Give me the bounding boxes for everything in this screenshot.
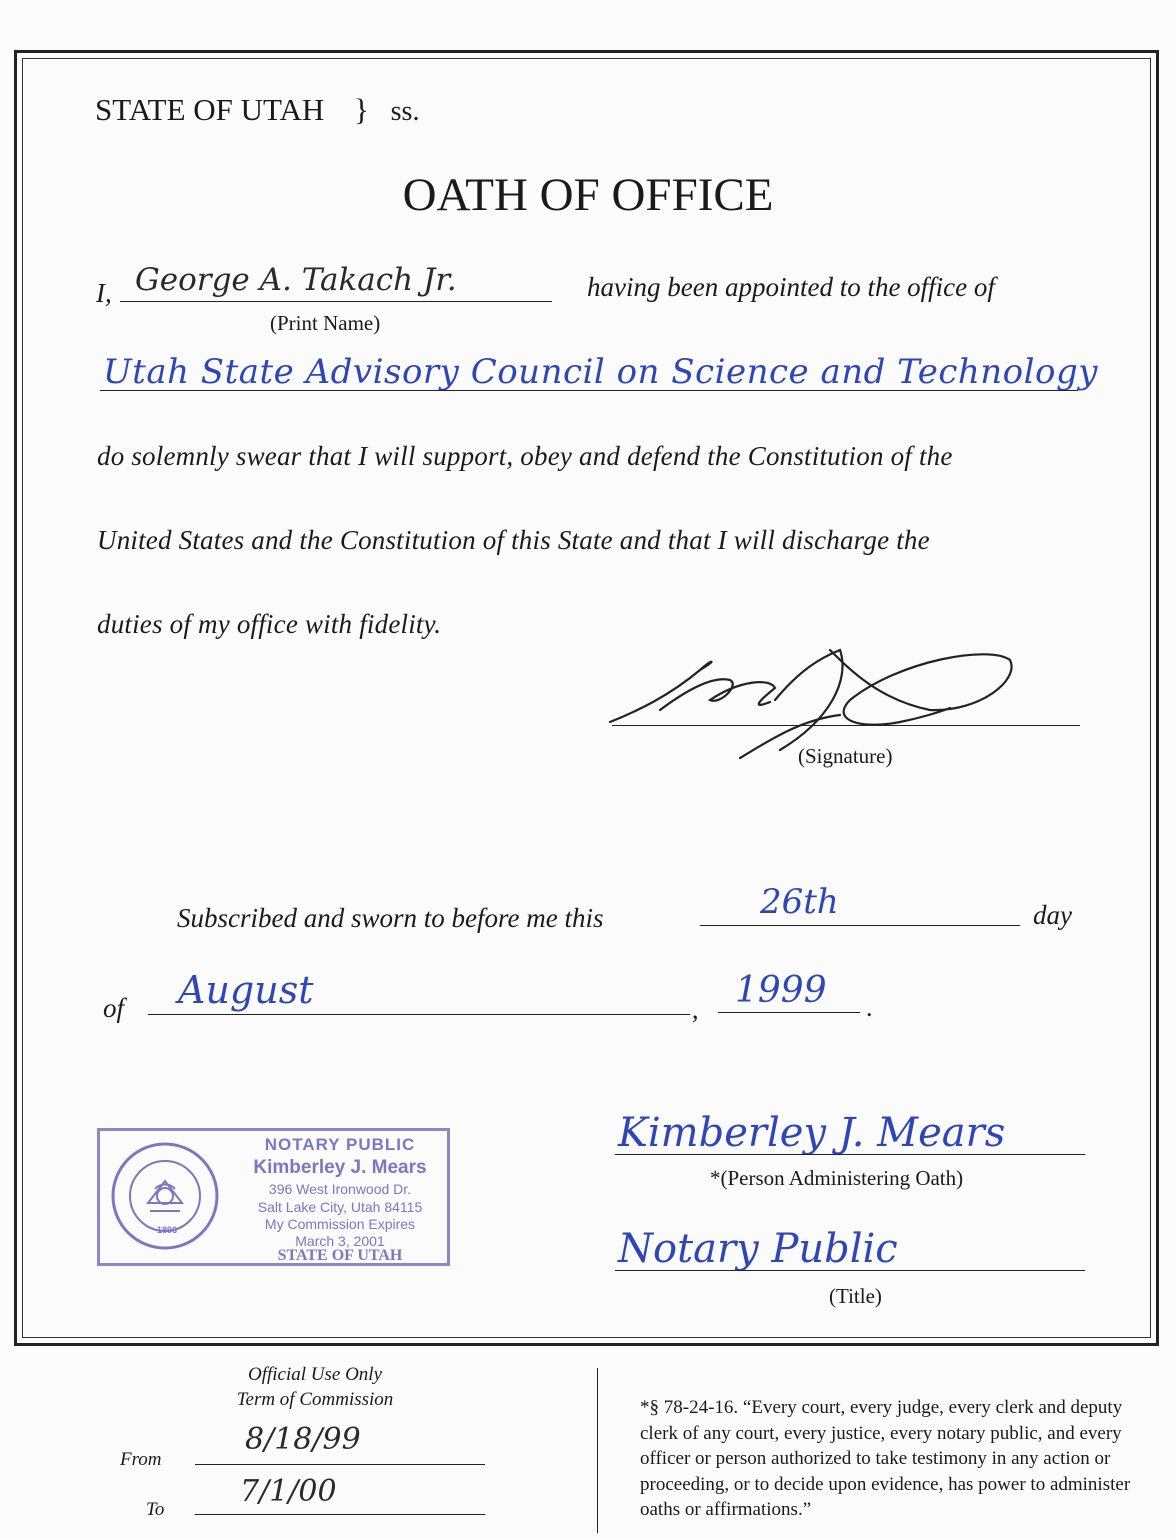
office-line (100, 390, 1078, 391)
state-header (95, 92, 419, 128)
print-name-label: (Print Name) (270, 311, 381, 335)
seal-year: 1896 (156, 1225, 178, 1235)
title-handwritten: Notary Public (618, 1226, 898, 1272)
signature-line (612, 725, 1080, 726)
stamp-line-4: Salt Lake City, Utah 84115 (257, 1199, 423, 1215)
from-handwritten: 8/18/99 (245, 1422, 361, 1457)
month-handwritten: August (178, 968, 314, 1012)
oath-line-3: duties of my office with fidelity. (97, 609, 442, 639)
to-handwritten: 7/1/00 (240, 1474, 337, 1509)
stamp-line-6: March 3, 2001 (295, 1233, 385, 1249)
administering-label: *(Person Administering Oath) (710, 1166, 964, 1190)
stamp-line-2: Kimberley J. Mears (253, 1157, 427, 1178)
day-label: day (1033, 900, 1072, 930)
of-label: of (103, 993, 125, 1023)
office-handwritten: Utah State Advisory Council on Science and Technology (103, 352, 1098, 392)
stamp-line-1: NOTARY PUBLIC (264, 1135, 416, 1154)
notary-stamp (97, 1128, 450, 1266)
name-line (120, 301, 552, 302)
statute-text: *§ 78-24-16. “Every court, every judge, every clerk and deputy clerk of any court, every justice, every notary public, and every officer or person authorized to take testimony in any action or proceeding, or to decide upon evidence, has power to administer oaths or affirmations.” (640, 1397, 1131, 1520)
title-line (615, 1270, 1085, 1271)
oath-line-2: United States and the Constitution of this State and that I will discharge the (97, 525, 930, 555)
comma: , (692, 995, 699, 1024)
signature-label: (Signature) (798, 744, 893, 768)
administering-line (615, 1154, 1085, 1155)
year-handwritten: 1999 (735, 970, 827, 1011)
oath-line-1: do solemnly swear that I will support, obey and defend the Constitution of the (97, 441, 953, 471)
period: . (866, 993, 873, 1022)
brace: } (354, 92, 369, 127)
month-line (148, 1014, 690, 1015)
from-line (195, 1464, 485, 1465)
i-label: I, (96, 278, 112, 308)
state-name: STATE OF UTAH (95, 92, 325, 127)
to-line (195, 1514, 485, 1515)
day-handwritten: 26th (760, 882, 839, 922)
stamp-line-7: STATE OF UTAH (277, 1247, 403, 1264)
day-line (700, 925, 1020, 926)
title-label: (Title) (829, 1284, 882, 1308)
to-label: To (146, 1499, 165, 1520)
stamp-line-5: My Commission Expires (264, 1216, 416, 1232)
official-use-heading: Official Use Only (247, 1364, 383, 1385)
appointed-text: having been appointed to the office of (587, 272, 995, 302)
year-line (718, 1012, 860, 1013)
from-label: From (120, 1449, 162, 1470)
footer-divider (597, 1368, 598, 1533)
ss-label: ss. (390, 96, 420, 127)
sworn-text: Subscribed and sworn to before me this (177, 903, 604, 933)
term-heading: Term of Commission (236, 1389, 394, 1410)
administering-signature: Kimberley J. Mears (618, 1110, 1006, 1156)
stamp-line-3: 396 West Ironwood Dr. (268, 1181, 412, 1197)
name-handwritten: George A. Takach Jr. (135, 262, 457, 298)
page-title: OATH OF OFFICE (402, 169, 774, 221)
